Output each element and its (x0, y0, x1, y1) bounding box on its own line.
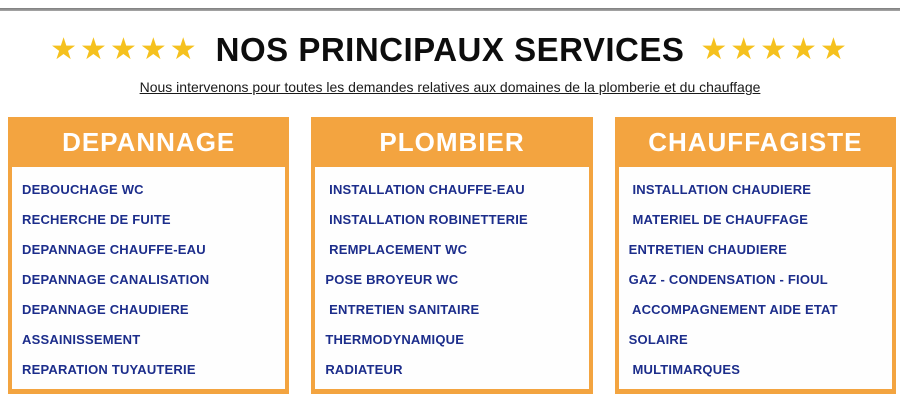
service-list (315, 167, 588, 389)
service-item: MULTIMARQUES (628, 362, 741, 377)
service-list (12, 167, 285, 389)
service-column-plombier (311, 117, 592, 394)
service-item: REPARATION TUYAUTERIE (22, 362, 196, 377)
service-item: REMPLACEMENT WC (325, 242, 468, 257)
service-item: ASSAINISSEMENT (22, 332, 141, 347)
service-item: INSTALLATION CHAUFFE-EAU (325, 182, 525, 197)
star-rating-icon-left: ★★★★★ (50, 33, 200, 66)
service-list (619, 167, 892, 389)
service-item: POSE BROYEUR WC (325, 272, 459, 287)
service-item: THERMODYNAMIQUE (325, 332, 465, 347)
service-item: GAZ - CONDENSATION - FIOUL (628, 272, 828, 287)
service-item: ACCOMPAGNEMENT AIDE ETAT (628, 302, 838, 317)
column-header (12, 117, 285, 167)
service-item: DEPANNAGE CHAUFFE-EAU (22, 242, 206, 257)
star-rating-icon-right: ★★★★★ (700, 33, 850, 66)
service-item: RECHERCHE DE FUITE (22, 212, 171, 227)
service-item: ENTRETIEN SANITAIRE (325, 302, 480, 317)
service-item: DEPANNAGE CHAUDIERE (22, 302, 189, 317)
column-title: DEPANNAGE (62, 126, 236, 157)
service-item: INSTALLATION CHAUDIERE (628, 182, 812, 197)
service-item: RADIATEUR (325, 362, 403, 377)
title-row (0, 28, 900, 72)
service-item: INSTALLATION ROBINETTERIE (325, 212, 528, 227)
services-columns (8, 117, 896, 394)
column-header (315, 117, 588, 167)
page-subtitle: Nous intervenons pour toutes les demandes relatives aux domaines de la plomberie et du chauffage (139, 79, 761, 95)
column-header (619, 117, 892, 167)
service-column-depannage (8, 117, 289, 394)
service-column-chauffagiste (615, 117, 896, 394)
top-divider (0, 8, 900, 11)
service-item: DEPANNAGE CANALISATION (22, 272, 210, 287)
service-item: SOLAIRE (628, 332, 688, 347)
page-title: NOS PRINCIPAUX SERVICES (215, 31, 685, 68)
service-item: ENTRETIEN CHAUDIERE (628, 242, 788, 257)
service-item: DEBOUCHAGE WC (22, 182, 144, 197)
service-item: MATERIEL DE CHAUFFAGE (628, 212, 809, 227)
column-title: CHAUFFAGISTE (648, 126, 863, 157)
column-title: PLOMBIER (379, 126, 525, 157)
